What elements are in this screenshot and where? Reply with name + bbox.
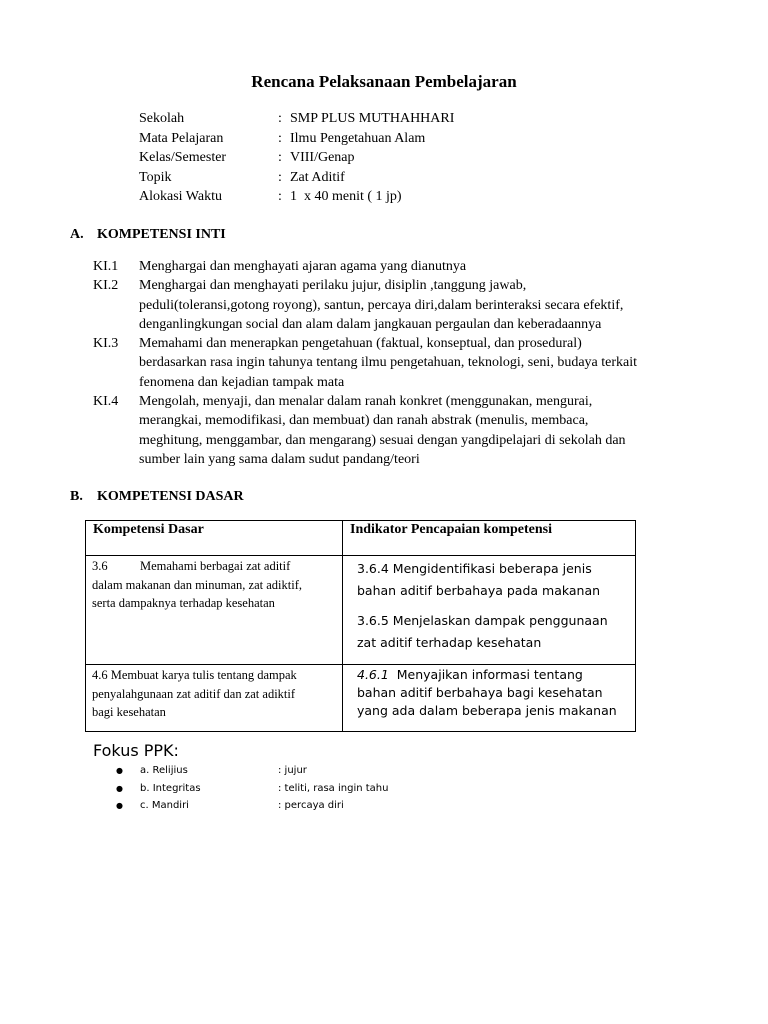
ki-item xyxy=(93,257,693,276)
kd-line: bagi kesehatan xyxy=(92,705,166,719)
kompetensi-dasar-table xyxy=(85,520,636,732)
indicator-line: zat aditif terhadap kesehatan xyxy=(357,634,542,650)
ppk-item xyxy=(116,780,388,798)
info-label: Alokasi Waktu xyxy=(139,189,222,204)
ki-line: meghitung, menggambar, dan mengarang) sesuai dengan yangdipelajari di sekolah dan xyxy=(139,432,626,448)
info-label: Kelas/Semester xyxy=(139,150,227,165)
ki-text xyxy=(139,257,693,276)
indicator-line: bahan aditif berbahaya pada makanan xyxy=(357,582,601,598)
info-value: Zat Aditif xyxy=(290,169,345,185)
info-row-kelas-semester xyxy=(139,148,454,168)
indicator-line: 3.6.4 Mengidentifikasi beberapa jenis xyxy=(357,561,592,576)
info-colon: : xyxy=(278,150,282,165)
ki-line: berdasarkan rasa ingin tahunya tentang ilmu pengetahuan, teknologi, seni, budaya terkait xyxy=(139,355,638,371)
section-heading-kompetensi-inti xyxy=(70,227,226,243)
info-value: VIII/Genap xyxy=(290,150,355,165)
ki-code: KI.1 xyxy=(93,259,119,274)
kd-code: 3.6 xyxy=(92,559,108,573)
ppk-value: : teliti, rasa ingin tahu xyxy=(278,782,389,794)
info-label: Mata Pelajaran xyxy=(139,130,224,146)
ki-item xyxy=(93,334,693,392)
section-number: A. xyxy=(70,227,84,242)
kd-line: penyalahgunaan zat aditif dan zat adiktif xyxy=(92,686,296,701)
kd-cell xyxy=(86,665,343,732)
kd-line: dalam makanan dan minuman, zat adiktif, xyxy=(92,577,302,592)
indicator-text: Menyajikan informasi tentang xyxy=(396,667,583,682)
ki-line: Memahami dan menerapkan pengetahuan (faktual, konseptual, dan prosedural) xyxy=(139,336,582,352)
column-header-indikator: Indikator Pencapaian kompetensi xyxy=(343,521,636,556)
indicator-line xyxy=(357,666,625,684)
ki-text xyxy=(139,334,693,392)
bullet-icon: ● xyxy=(116,766,123,775)
document-title: Rencana Pelaksanaan Pembelajaran xyxy=(251,72,517,91)
info-value: 1 x 40 menit ( 1 jp) xyxy=(290,189,402,204)
info-label: Sekolah xyxy=(139,111,185,126)
info-row-sekolah xyxy=(139,109,454,129)
section-number: B. xyxy=(70,489,83,504)
ppk-label: b. Integritas xyxy=(140,782,201,794)
ki-line: Menghargai dan menghayati perilaku jujur, disiplin ,tanggung jawab, xyxy=(139,278,527,294)
ki-line: sumber lain yang sama dalam sudut pandang/teori xyxy=(139,451,420,467)
info-value: Ilmu Pengetahuan Alam xyxy=(290,130,426,146)
ki-text xyxy=(139,276,693,334)
indicator-line: 3.6.5 Menjelaskan dampak penggunaan xyxy=(357,613,608,628)
indicator-cell xyxy=(343,556,636,665)
bullet-icon: ● xyxy=(116,801,123,810)
ki-line: fenomena dan kejadian tampak mata xyxy=(139,374,345,390)
indicator-line: bahan aditif berbahaya bagi kesehatan xyxy=(357,685,603,700)
info-row-alokasi-waktu xyxy=(139,187,454,207)
indicator-code: 4.6.1 xyxy=(357,667,389,682)
table-header-row xyxy=(86,521,636,556)
indicator-line: yang ada dalam beberapa jenis makanan xyxy=(357,703,617,718)
ppk-heading: Fokus PPK: xyxy=(93,741,179,760)
bullet-icon: ● xyxy=(116,783,123,793)
ki-text xyxy=(139,392,693,469)
kompetensi-inti-list xyxy=(93,257,693,469)
ppk-label: a. Relijius xyxy=(140,765,188,776)
ki-item xyxy=(93,276,693,334)
section-heading-kompetensi-dasar xyxy=(70,489,244,505)
table-row xyxy=(86,665,636,732)
ppk-value: : percaya diri xyxy=(278,800,344,811)
info-label: Topik xyxy=(139,169,172,185)
kd-line: 4.6 Membuat karya tulis tentang dampak xyxy=(92,668,297,682)
ki-item xyxy=(93,392,693,469)
kd-line: serta dampaknya terhadap kesehatan xyxy=(92,596,275,610)
ppk-list xyxy=(116,762,388,815)
section-title: KOMPETENSI DASAR xyxy=(97,489,244,504)
kd-cell xyxy=(86,556,343,665)
ki-code: KI.3 xyxy=(93,336,119,352)
table-row xyxy=(86,556,636,665)
ki-code: KI.4 xyxy=(93,394,119,410)
identity-block xyxy=(139,109,454,207)
ppk-item xyxy=(116,762,388,780)
info-colon: : xyxy=(278,189,282,204)
kd-line xyxy=(92,557,336,576)
ki-line: Mengolah, menyaji, dan menalar dalam ranah konkret (menggunakan, mengurai, xyxy=(139,394,593,410)
ki-line: merangkai, memodifikasi, dan membuat) dan ranah abstrak (menulis, membaca, xyxy=(139,413,589,429)
ppk-item xyxy=(116,797,388,815)
info-colon: : xyxy=(278,130,282,146)
info-colon: : xyxy=(278,111,282,126)
info-row-topik xyxy=(139,168,454,188)
info-row-mata-pelajaran xyxy=(139,129,454,149)
ki-code: KI.2 xyxy=(93,278,119,294)
kd-text: Memahami berbagai zat aditif xyxy=(140,559,291,573)
ki-line: denganlingkungan social dan alam dalam jangkauan pergaulan dan keberadaannya xyxy=(139,316,602,332)
info-value: SMP PLUS MUTHAHHARI xyxy=(290,111,455,126)
ppk-value: : jujur xyxy=(278,765,307,776)
ppk-label: c. Mandiri xyxy=(140,800,189,811)
info-colon: : xyxy=(278,169,282,185)
column-header-kompetensi-dasar: Kompetensi Dasar xyxy=(86,521,343,556)
section-title: KOMPETENSI INTI xyxy=(97,227,226,242)
indicator-cell xyxy=(343,665,636,732)
ki-line: Menghargai dan menghayati ajaran agama yang dianutnya xyxy=(139,259,467,274)
ki-line: peduli(toleransi,gotong royong), santun, percaya diri,dalam berinteraksi secara efektif, xyxy=(139,297,624,313)
